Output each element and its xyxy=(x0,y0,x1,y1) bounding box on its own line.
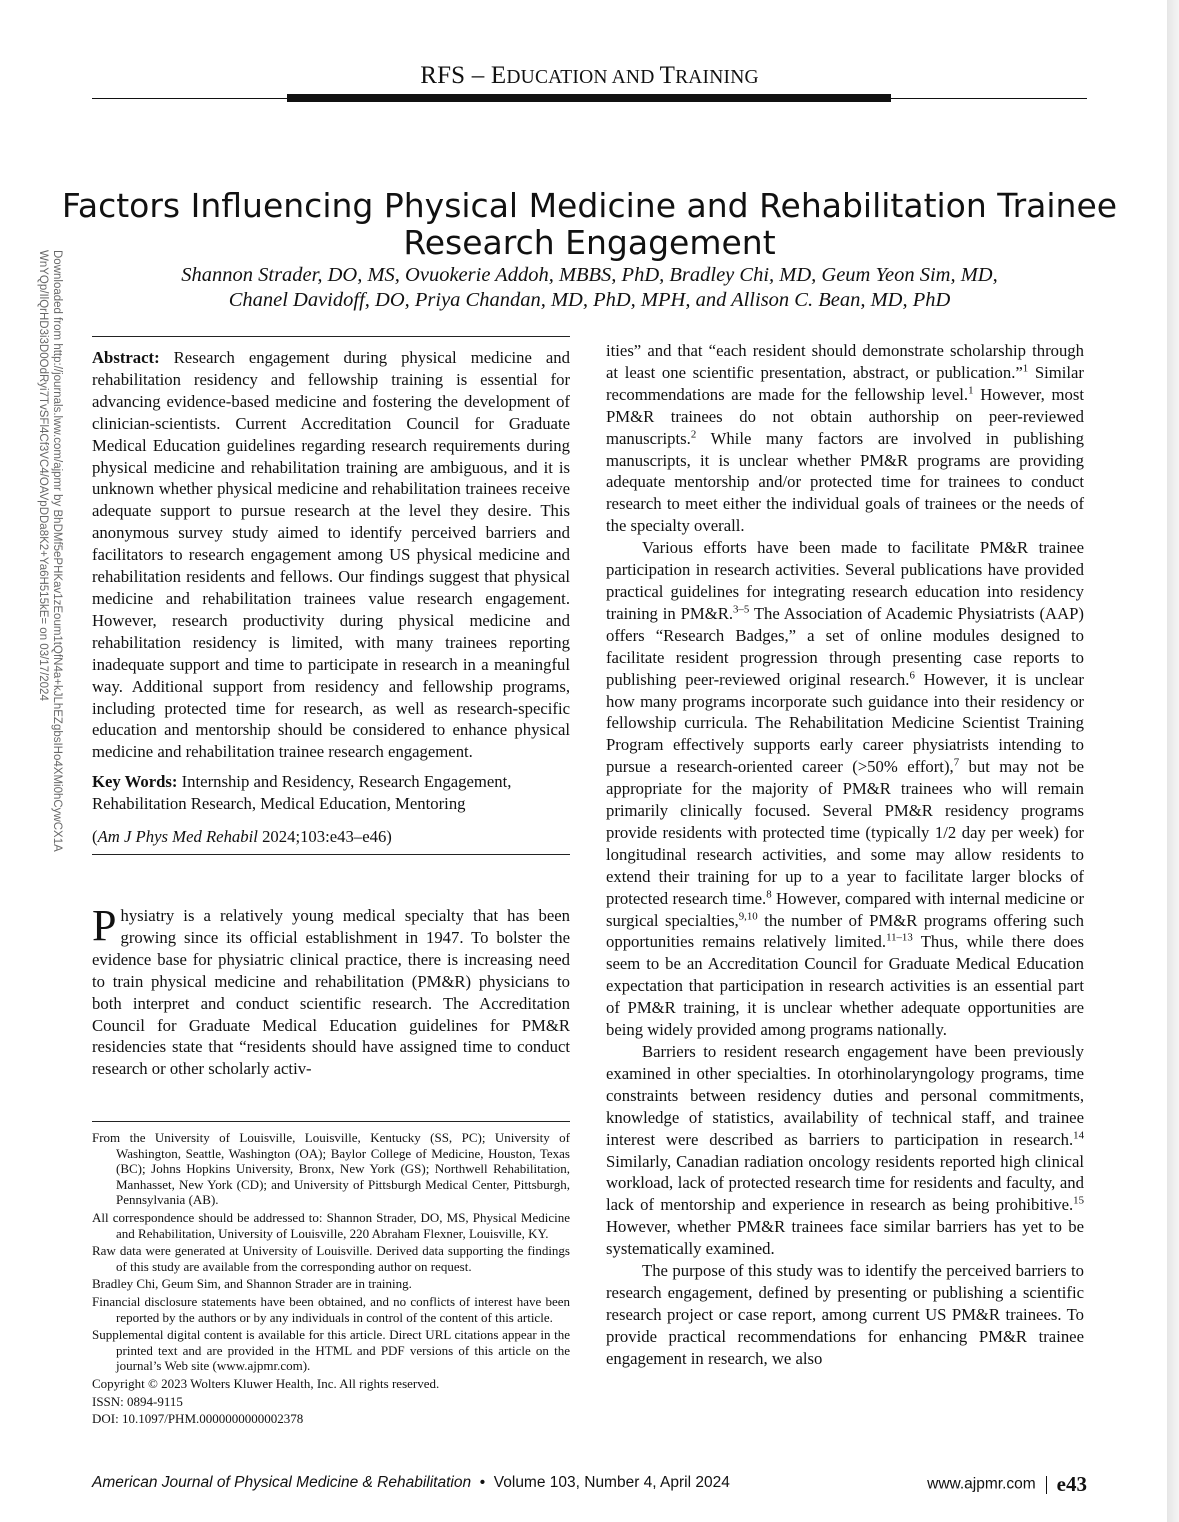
footnote-disclosure: Financial disclosure statements have been obtained, and no conflicts of interest have been reported by the authors or by any individuals in control of the content of this article. xyxy=(92,1293,570,1325)
page-number: e43 xyxy=(1056,1472,1087,1496)
abstract-bottom-rule xyxy=(92,854,570,855)
footer-bullet: • xyxy=(479,1474,486,1491)
body-paragraph: Barriers to resident research engagement have been previously examined in other specialties. In otorhinolaryngology programs, time constraints between residency duties and personal commitments, knowledge of statistics, availability of technical staff, and trainee interest were described as barriers to participation in research.$^{14}$ Similarly, Canadian radiation oncology residents reported high clinical workload, lack of protected research time for residents and faculty, and lack of mentorship and experience in research as being prohibitive.$^{15}$ However, whether PM&R trainees face similar barriers has yet to be systematically examined. xyxy=(606,1042,1084,1259)
body-paragraph: Various efforts have been made to facilitate PM&R trainee participation in research activities. Several publications have provided practical guidelines for integrating research education into residency training in PM&R.$^{3-5}$ The Association of Academic Physiatrists (AAP) offers “Research Badges,” a set of online modules designed to facilitate resident progression through presenting case reports to publishing peer-reviewed original research.$^6$ However, it is unclear how many programs incorporate such guidance into their residency or fellowship curricula. The Rehabilitation Medicine Scientist Training Program effectively supports early career physiatrists intending to pursue a research-oriented career (>50% effort),$^7$ but may not be appropriate for the majority of PM&R trainees who will remain primarily clinically focused. Several PM&R residency programs provide residents with protected time (typically 1/2 day per week) for longitudinal research activities, and some may allow residents to extend their training for up to a year to facilitate larger blocks of protected research time.$^8$ However, compared with internal medicine or surgical specialties,$^{9,10}$ the number of PM&R programs offering such opportunities remains relatively limited.$^{11-13}$ Thus, while there does seem to be an Accreditation Council for Graduate Medical Education expectation that participation in research activities is an essential part of PM&R training, it is unclear whether adequate opportunities are being widely provided among programs nationally. xyxy=(606,538,1084,1040)
download-watermark-line: WnYQp/IlQrHD3i3D0OdRyi7TvSFl4Cf3VC4/OAVpDDa8K2+Ya6H515kE= on 03/17/2024 xyxy=(37,250,49,701)
keywords-label: Key Words: xyxy=(92,772,178,791)
footnote-doi: DOI: 10.1097/PHM.0000000000002378 xyxy=(92,1411,304,1427)
footnote-trainees: Bradley Chi, Geum Sim, and Shannon Strader are in training. xyxy=(92,1276,412,1292)
intro-paragraph xyxy=(92,901,570,1080)
download-watermark-line: Downloaded from http://journals.lww.com/ajpmr by BhDMf5ePHKav1zEoum1tQfN4a+kJLhEZgbsIHo4XMi0hCywCX1A xyxy=(51,250,63,852)
footer-issue: Volume 103, Number 4, April 2024 xyxy=(493,1474,730,1491)
footnote-data: Raw data were generated at University of Louisville. Derived data supporting the findings of this study are available from the corresponding author on request. xyxy=(92,1243,570,1274)
body-right-column xyxy=(606,340,1084,1370)
drop-cap: P xyxy=(92,901,117,950)
footer-url[interactable]: www.ajpmr.com xyxy=(927,1475,1036,1493)
citation: (Am J Phys Med Rehabil 2024;103:e43–e46) xyxy=(92,827,392,846)
page-footer xyxy=(92,1472,1087,1496)
footnote-correspondence: All correspondence should be addressed to: Shannon Strader, DO, MS, Physical Medicine and Rehabilitation, University of Louisville, 220 Abraham Flexner, Louisville, KY. xyxy=(92,1209,570,1241)
footer-divider xyxy=(1046,1476,1047,1494)
footer-journal-info xyxy=(92,1474,730,1492)
author-list xyxy=(60,263,1119,313)
footer-journal-name: American Journal of Physical Medicine & Rehabilitation xyxy=(92,1474,472,1491)
running-head: RFS – EDUCATION AND TRAINING xyxy=(420,62,759,89)
abstract-label: Abstract: xyxy=(92,348,160,367)
footnote-rule xyxy=(92,1121,570,1122)
abstract-top-rule xyxy=(92,336,570,337)
footnotes xyxy=(92,1130,570,1429)
body-paragraph: The purpose of this study was to identify the perceived barriers to research engagement, defined by presenting or publishing a scientific research project or case report, among current US PM&R trainees. To provide practical recommendations for enhancing PM&R trainee engagement in research, we also xyxy=(606,1261,1084,1368)
author-line: Shannon Strader, DO, MS, Ovuokerie Addoh, MBBS, PhD, Bradley Chi, MD, Geum Yeon Sim, MD, xyxy=(181,264,998,286)
page-edge-shadow xyxy=(1167,0,1179,1522)
abstract xyxy=(92,347,570,763)
intro-text: hysiatry is a relatively young medical specialty that has been growing since its official establishment in 1947. To bolster the evidence base for physiatric clinical practice, there is increasing need to train physical medicine and rehabilitation (PM&R) physicians to both interpret and conduct scientific research. The Accreditation Council for Graduate Medical Education guidelines for PM&R residencies state that “residents should have assigned time to conduct research or other scholarly activ- xyxy=(92,906,570,1079)
footnote-issn: ISSN: 0894-9115 xyxy=(92,1393,183,1409)
body-paragraph: ities” and that “each resident should demonstrate scholarship through at least one scientific presentation, abstract, or publication.”$^1$ Similar recommendations are made for the fellowship level.$^1$ However, most PM&R trainees do not obtain authorship on peer-reviewed manuscripts.$^2$ While many factors are involved in publishing manuscripts, it is unclear whether PM&R programs are providing adequate mentorship and/or protected time for trainees to conduct research to meet either the individual goals of trainees or the needs of the specialty overall. xyxy=(606,341,1084,536)
author-line: Chanel Davidoff, DO, Priya Chandan, MD, PhD, MPH, and Allison C. Bean, MD, PhD xyxy=(228,289,951,311)
footnote-affiliations: From the University of Louisville, Louisville, Kentucky (SS, PC); University of Washington, Seattle, Washington (OA); Baylor College of Medicine, Houston, Texas (BC); Johns Hopkins University, Bronx, New York (GS); Northwell Rehabilitation, Manhasset, New York (CD); and University of Pittsburgh Medical Center, Pittsburgh, Pennsylvania (AB). xyxy=(92,1130,570,1208)
article-title: Factors Influencing Physical Medicine and Rehabilitation Trainee Research Engagement xyxy=(61,186,1118,263)
keywords-text: Internship and Residency, Research Engagement, Rehabilitation Research, Medical Education, Mentoring xyxy=(92,772,512,813)
footnote-supplemental: Supplemental digital content is available for this article. Direct URL citations appear in the printed text and are provided in the HTML and PDF versions of this article on the journal’s Web site (www.ajpmr.com). xyxy=(92,1327,570,1374)
footer-right xyxy=(927,1472,1087,1497)
header-rule-bold xyxy=(287,94,891,102)
download-watermark xyxy=(36,250,66,950)
citation-journal: Am J Phys Med Rehabil xyxy=(97,827,258,846)
keywords xyxy=(92,771,570,815)
abstract-text: Research engagement during physical medicine and rehabilitation residency and fellowship training is essential for advancing evidence-based medicine and fostering the development of clinician-scientists. Current Accreditation Council for Graduate Medical Education guidelines regarding research requirements during physical medicine and rehabilitation training are ambiguous, and it is unknown whether physical medicine and rehabilitation trainees receive adequate support to pursue research at the level they desire. This anonymous survey study aimed to identify perceived barriers and facilitators to research engagement among US physical medicine and rehabilitation residents and fellows. Our findings suggest that physical medicine and rehabilitation trainees value research engagement. However, research productivity during physical medicine and rehabilitation residency is limited, with many trainees reporting inadequate support and time to participate in research in a meaningful way. Additional support from residency and fellowship programs, including protected time for research, as well as research-specific education and mentorship should be considered to enhance physical medicine and rehabilitation trainee research engagement. xyxy=(92,348,570,762)
footnote-copyright: Copyright © 2023 Wolters Kluwer Health, Inc. All rights reserved. xyxy=(92,1375,440,1391)
